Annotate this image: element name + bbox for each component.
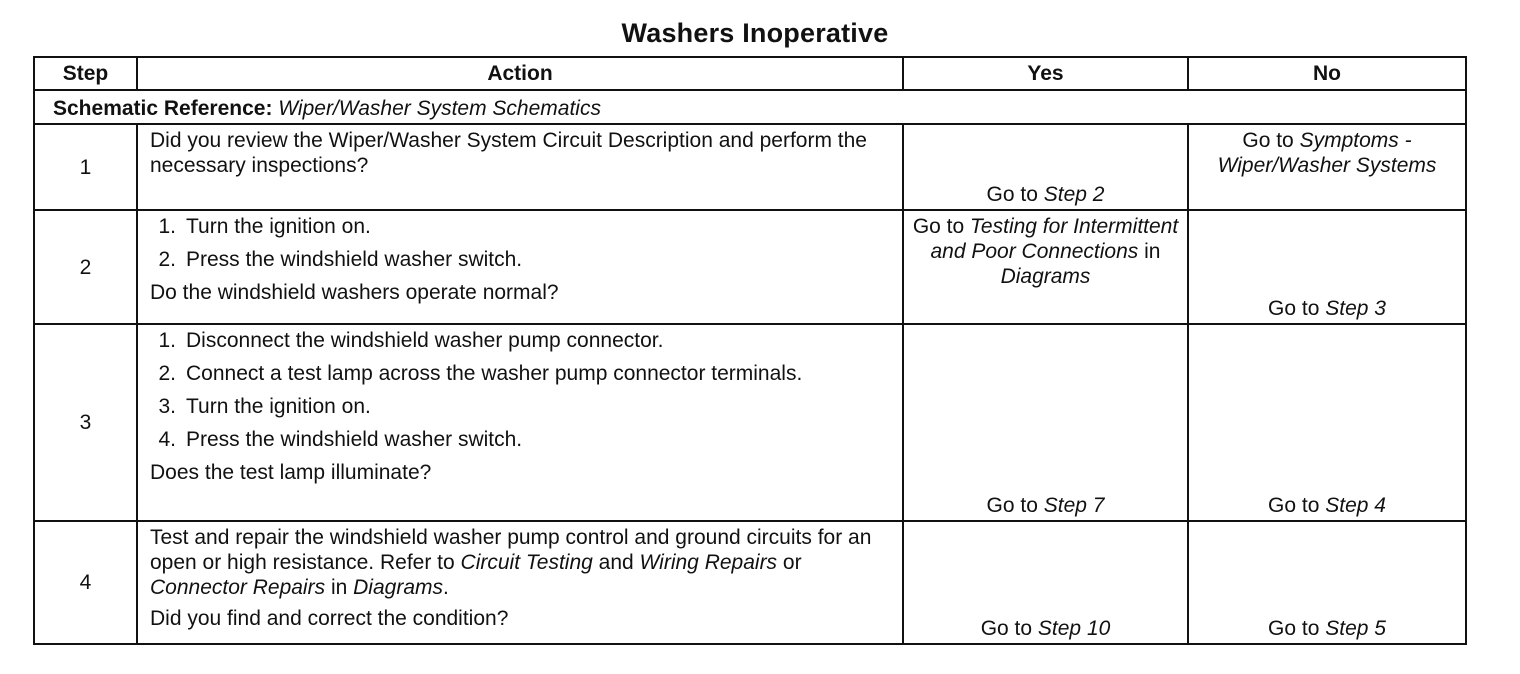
schematic-reference-link[interactable]: Wiper/Washer System Schematics <box>278 96 601 120</box>
action-cell <box>137 210 903 324</box>
yes-prefix: Go to <box>986 183 1038 206</box>
no-cell <box>1188 124 1466 210</box>
paragraph-text: Test and repair the windshield washer pump control and ground circuits for an open or high resistance. Refer to <box>150 526 872 574</box>
yes-prefix: Go to <box>912 215 965 238</box>
item-number: 4. <box>158 428 176 451</box>
yes-target-link[interactable]: Step 10 <box>1037 617 1111 640</box>
no-prefix: Go to <box>1268 297 1320 320</box>
item-number: 2. <box>158 362 176 385</box>
no-target-link[interactable]: Step 3 <box>1325 297 1386 320</box>
table-row <box>34 521 1466 644</box>
table-row <box>34 324 1466 521</box>
action-question: Did you review the Wiper/Washer System Circuit Description and perform the necessary inspections? <box>150 129 867 177</box>
connector-repairs-link[interactable]: Connector Repairs <box>150 576 326 599</box>
action-question: Did you find and correct the condition? <box>150 607 509 630</box>
list-item <box>150 394 892 419</box>
yes-cell <box>903 324 1188 521</box>
no-target-link[interactable]: Step 4 <box>1325 494 1386 517</box>
yes-prefix: Go to <box>986 494 1038 517</box>
no-prefix: Go to <box>1268 494 1320 517</box>
diagnostic-table <box>33 56 1467 645</box>
action-paragraph <box>150 525 892 600</box>
paragraph-text: in <box>330 576 348 599</box>
table-row <box>34 210 1466 324</box>
action-cell <box>137 124 903 210</box>
yes-cell <box>903 210 1188 324</box>
yes-target-link[interactable]: Testing for Intermittent and Poor Connections <box>930 215 1179 263</box>
table-row <box>34 124 1466 210</box>
list-item <box>150 361 892 386</box>
yes-target-link[interactable]: Step 7 <box>1043 494 1105 517</box>
item-number: 1. <box>158 329 176 352</box>
yes-mid-text: in <box>1144 240 1161 263</box>
yes-prefix: Go to <box>980 617 1033 640</box>
action-cell <box>137 521 903 644</box>
item-number: 3. <box>158 395 176 418</box>
action-question: Does the test lamp illuminate? <box>150 461 432 484</box>
header-row <box>34 57 1466 90</box>
item-text: Turn the ignition on. <box>186 395 371 418</box>
schematic-reference-label: Schematic Reference: <box>53 96 273 120</box>
item-number: 2. <box>158 248 176 271</box>
paragraph-text: and <box>598 551 634 574</box>
wiring-repairs-link[interactable]: Wiring Repairs <box>639 551 778 574</box>
header-no: No <box>1188 57 1466 90</box>
circuit-testing-link[interactable]: Circuit Testing <box>460 551 593 574</box>
item-text: Press the windshield washer switch. <box>186 248 523 271</box>
header-step: Step <box>34 57 137 90</box>
header-action: Action <box>137 57 903 90</box>
item-number: 1. <box>158 215 176 238</box>
action-cell <box>137 324 903 521</box>
header-yes: Yes <box>903 57 1188 90</box>
no-prefix: Go to <box>1268 617 1320 640</box>
page-title: Washers Inoperative <box>621 18 889 48</box>
list-item <box>150 328 892 353</box>
yes-cell <box>903 124 1188 210</box>
yes-target2-link[interactable]: Diagrams <box>1000 265 1091 288</box>
step-number: 1 <box>34 124 137 210</box>
schematic-reference-row <box>34 90 1466 124</box>
list-item <box>150 247 892 272</box>
yes-target-link[interactable]: Step 2 <box>1043 183 1105 206</box>
item-text: Press the windshield washer switch. <box>186 428 523 451</box>
action-steps-list <box>150 328 892 452</box>
item-text: Turn the ignition on. <box>186 215 371 238</box>
yes-cell <box>903 521 1188 644</box>
list-item <box>150 214 892 239</box>
paragraph-text: . <box>443 576 449 599</box>
action-question: Do the windshield washers operate normal? <box>150 281 559 304</box>
no-cell <box>1188 210 1466 324</box>
schematic-reference <box>34 90 1466 124</box>
step-number: 4 <box>34 521 137 644</box>
item-text: Connect a test lamp across the washer pump connector terminals. <box>186 362 803 385</box>
no-cell <box>1188 324 1466 521</box>
list-item <box>150 427 892 452</box>
no-target-link[interactable]: Step 5 <box>1325 617 1386 640</box>
step-number: 3 <box>34 324 137 521</box>
action-steps-list <box>150 214 892 272</box>
paragraph-text: or <box>782 551 802 574</box>
no-prefix: Go to <box>1242 129 1294 152</box>
step-number: 2 <box>34 210 137 324</box>
diagrams-link[interactable]: Diagrams <box>353 576 443 599</box>
no-target-link[interactable]: Symptoms - Wiper/Washer Systems <box>1217 129 1437 177</box>
item-text: Disconnect the windshield washer pump connector. <box>186 329 664 352</box>
no-cell <box>1188 521 1466 644</box>
